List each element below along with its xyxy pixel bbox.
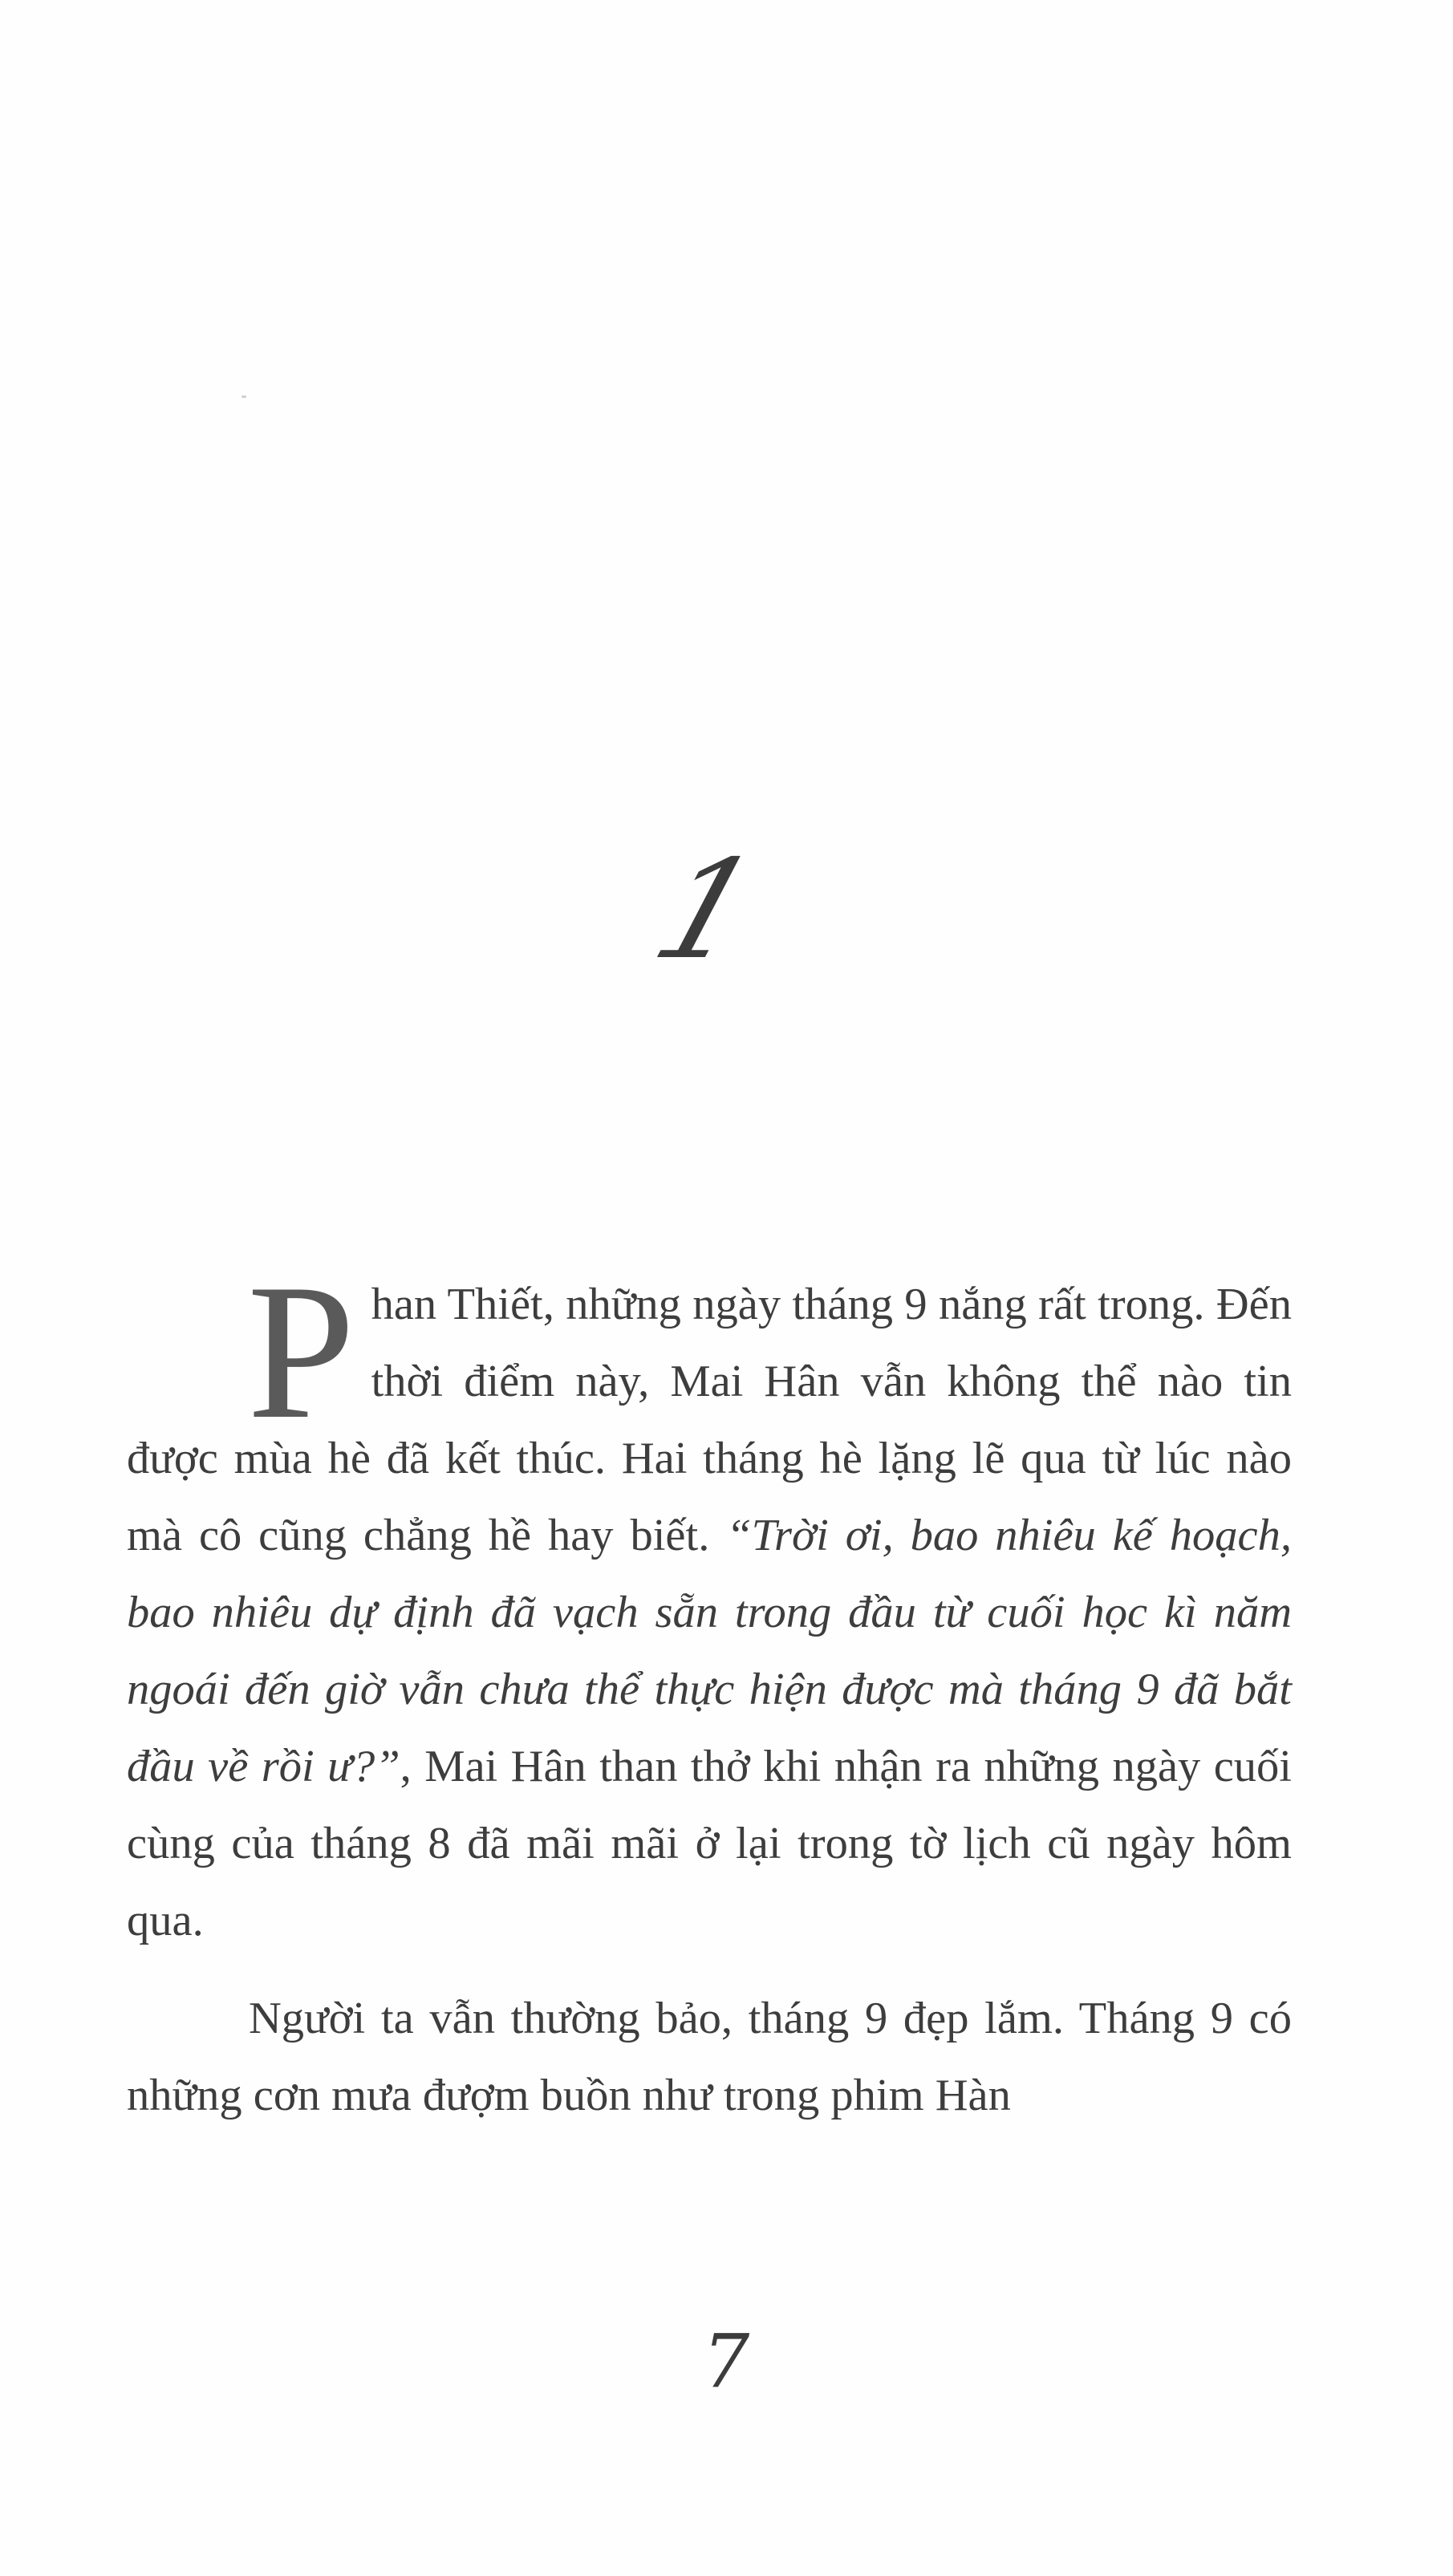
paragraph-1-text-b: , Mai Hân than thở khi nhận ra những ngày cuối cùng của tháng 8 đã mãi mãi ở lại trong tờ lịch cũ ngày hôm qua.	[127, 1742, 1293, 1945]
paper-speck	[241, 396, 246, 398]
drop-cap: P	[247, 1244, 355, 1459]
paragraph-1	[127, 1244, 1293, 1959]
chapter-number: 1	[636, 831, 776, 990]
page-number: 7	[702, 2318, 750, 2404]
paragraph-2-text: Người ta vẫn thường bảo, tháng 9 đẹp lắm. Tháng 9 có những cơn mưa đượm buồn như trong phim Hàn	[127, 1994, 1292, 2120]
paragraph-2	[127, 1980, 1292, 2134]
body-text	[127, 1244, 1293, 2155]
paragraph-1-text-a: han Thiết, những ngày tháng 9 nắng rất trong. Đến thời điểm này, Mai Hân vẫn không thể nào tin được mùa hè đã kết thúc. Hai tháng hè lặng lẽ qua từ lúc nào mà cô cũng chẳng hề hay biết.	[127, 1280, 1292, 1560]
paragraph-1-quote: “Trời ơi, bao nhiêu kế hoạch, bao nhiêu dự định đã vạch sẵn trong đầu từ cuối học kì năm ngoái đến giờ vẫn chưa thể thực hiện được mà tháng 9 đã bắt đầu về rồi ư?”	[127, 1511, 1292, 1791]
